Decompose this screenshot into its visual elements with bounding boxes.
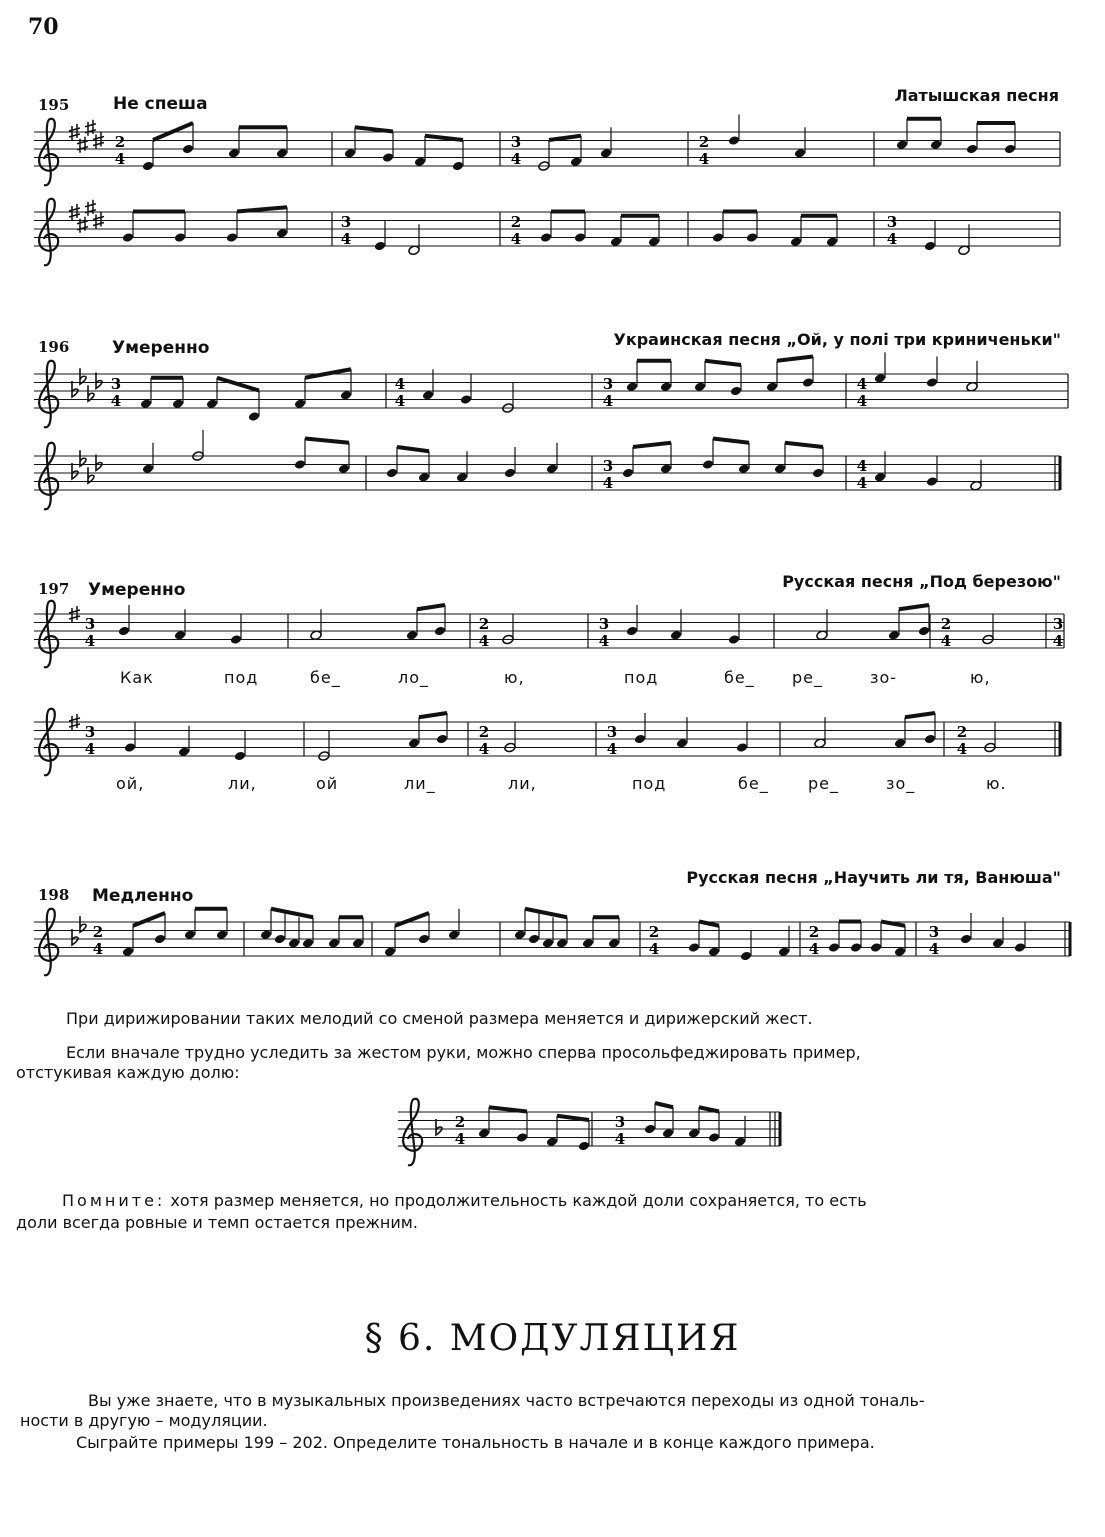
- note: [960, 934, 972, 945]
- note: [436, 734, 448, 745]
- note: [516, 1132, 528, 1143]
- lyric-syllable: ре_: [808, 774, 839, 793]
- time-signature-bottom: 4: [84, 740, 96, 758]
- time-signature-top: 3: [598, 615, 610, 633]
- lyric-syllable: зо_: [886, 774, 916, 793]
- flat-icon: [80, 916, 86, 932]
- treble-clef-icon: [39, 199, 58, 266]
- note: [504, 468, 516, 479]
- lyric-syllable: ли_: [404, 774, 436, 793]
- sharp-icon: [85, 120, 96, 136]
- staff: [34, 909, 1070, 976]
- treble-clef-icon: [39, 909, 58, 976]
- note: [870, 942, 882, 953]
- time-signature-bottom: 4: [84, 632, 96, 650]
- lyric-syllable: бе_: [310, 668, 341, 687]
- treble-clef-icon: [39, 119, 58, 186]
- note: [294, 459, 306, 470]
- time-signature-top: 3: [84, 615, 96, 633]
- note: [708, 1132, 720, 1143]
- lyric-syllable: под: [632, 774, 667, 793]
- lyric-syllable: ло_: [398, 668, 430, 687]
- tempo-marking: Медленно: [92, 886, 194, 906]
- time-signature-top: 2: [808, 923, 820, 941]
- time-signature-top: 3: [510, 133, 522, 151]
- time-signature-top: 3: [614, 1113, 626, 1131]
- paragraph: При дирижировании таких мелодий со сменой размера меняется и дирижерский жест.: [66, 1009, 813, 1028]
- treble-clef-icon: [39, 361, 58, 428]
- flat-icon: [88, 385, 94, 401]
- note: [118, 626, 130, 637]
- flat-icon: [436, 1119, 442, 1135]
- note: [712, 232, 724, 243]
- flat-icon: [72, 463, 78, 479]
- note: [828, 942, 840, 953]
- time-signature-bottom: 4: [886, 230, 898, 248]
- lyric-syllable: под: [224, 668, 259, 687]
- sharp-icon: [77, 217, 88, 233]
- paragraph: доли всегда ровные и темп остается прежним.: [16, 1213, 418, 1232]
- time-signature-bottom: 4: [602, 474, 614, 492]
- note: [142, 161, 154, 172]
- time-signature-top: 3: [606, 723, 618, 741]
- note: [1004, 144, 1016, 155]
- staff: [34, 115, 1060, 186]
- paragraph: ности в другую – модуляции.: [20, 1411, 268, 1430]
- song-source: Русская песня „Под березою": [782, 572, 1061, 591]
- note: [622, 468, 634, 479]
- note: [540, 232, 552, 243]
- note: [924, 241, 936, 252]
- time-signature-bottom: 4: [808, 940, 820, 958]
- tempo-marking: Умеренно: [88, 580, 186, 600]
- time-signature-bottom: 4: [110, 392, 122, 410]
- time-signature-top: 3: [340, 213, 352, 231]
- time-signature-bottom: 4: [1052, 632, 1064, 650]
- time-signature-bottom: 4: [856, 474, 868, 492]
- time-signature-bottom: 4: [92, 940, 104, 958]
- sharp-icon: [77, 137, 88, 153]
- time-signature-bottom: 4: [928, 940, 940, 958]
- example-number: 195: [38, 96, 70, 114]
- note: [528, 934, 540, 945]
- staff: [34, 601, 1064, 668]
- staff: [34, 709, 1060, 776]
- note: [924, 734, 936, 745]
- note: [926, 476, 938, 487]
- note: [124, 742, 136, 753]
- note: [226, 232, 238, 243]
- note: [746, 232, 758, 243]
- time-signature-top: 2: [698, 133, 710, 151]
- paragraph: отстукивая каждую долю:: [16, 1063, 240, 1082]
- time-signature-top: 4: [856, 375, 868, 393]
- song-source: Украинская песня „Ой, у полі три криниченьки": [613, 330, 1061, 349]
- time-signature-bottom: 4: [478, 632, 490, 650]
- note: [688, 942, 700, 953]
- note: [578, 1141, 590, 1152]
- note: [702, 459, 714, 470]
- lyric-syllable: ре_: [792, 668, 823, 687]
- time-signature-bottom: 4: [956, 740, 968, 758]
- time-signature-top: 2: [510, 213, 522, 231]
- time-signature-top: 2: [940, 615, 952, 633]
- time-signature-bottom: 4: [510, 150, 522, 168]
- time-signature-top: 2: [478, 723, 490, 741]
- time-signature-top: 3: [1052, 615, 1064, 633]
- song-source: Латышская песня: [894, 86, 1059, 105]
- note: [812, 468, 824, 479]
- note: [730, 386, 742, 397]
- note: [386, 468, 398, 479]
- time-signature-top: 2: [956, 723, 968, 741]
- lyric-syllable: зо-: [870, 668, 898, 687]
- time-signature-bottom: 4: [606, 740, 618, 758]
- treble-clef-icon: [39, 443, 58, 510]
- flat-icon: [80, 450, 86, 466]
- note: [918, 626, 930, 637]
- paragraph: Вы уже знаете, что в музыкальных произведениях часто встречаются переходы из одной тональ-: [88, 1391, 925, 1410]
- note: [728, 634, 740, 645]
- lyric-syllable: ли,: [228, 774, 257, 793]
- example-number: 196: [38, 338, 70, 356]
- note: [174, 232, 186, 243]
- example-number: 197: [38, 580, 70, 598]
- note: [182, 144, 194, 155]
- time-signature-top: 2: [454, 1113, 466, 1131]
- lyric-syllable: ю,: [970, 668, 991, 687]
- time-signature-top: 3: [602, 375, 614, 393]
- staff: [34, 430, 1060, 509]
- time-signature-top: 2: [92, 923, 104, 941]
- lyric-syllable: ю.: [986, 774, 1007, 793]
- time-signature-bottom: 4: [478, 740, 490, 758]
- lyric-syllable: ли,: [508, 774, 537, 793]
- staff: [398, 1099, 780, 1166]
- tempo-marking: Не спеша: [113, 94, 208, 114]
- paragraph: Сыграйте примеры 199 – 202. Определите тональность в начале и в конце каждого примера.: [76, 1433, 875, 1452]
- time-signature-top: 3: [110, 375, 122, 393]
- time-signature-top: 3: [84, 723, 96, 741]
- treble-clef-icon: [39, 709, 58, 776]
- note: [230, 634, 242, 645]
- time-signature-bottom: 4: [856, 392, 868, 410]
- time-signature-bottom: 4: [340, 230, 352, 248]
- time-signature-bottom: 4: [510, 230, 522, 248]
- time-signature-top: 2: [114, 133, 126, 151]
- note: [154, 934, 166, 945]
- note: [434, 626, 446, 637]
- flat-icon: [80, 368, 86, 384]
- treble-clef-icon: [403, 1099, 422, 1166]
- note: [248, 411, 260, 422]
- sharp-icon: [85, 200, 96, 216]
- time-signature-bottom: 4: [940, 632, 952, 650]
- lyric-syllable: бе_: [724, 668, 755, 687]
- note: [1014, 942, 1026, 953]
- flat-icon: [96, 373, 102, 389]
- note: [728, 135, 740, 146]
- lyric-syllable: ой,: [116, 774, 145, 793]
- flat-icon: [88, 467, 94, 483]
- remember-word: Помните:: [62, 1191, 166, 1210]
- time-signature-bottom: 4: [698, 150, 710, 168]
- time-signature-top: 2: [478, 615, 490, 633]
- example-number: 198: [38, 886, 70, 904]
- time-signature-bottom: 4: [394, 392, 406, 410]
- note: [740, 951, 752, 962]
- staff: [34, 352, 1068, 427]
- section-heading: § 6. МОДУЛЯЦИЯ: [364, 1318, 741, 1359]
- lyric-syllable: под: [624, 668, 659, 687]
- note: [274, 934, 286, 945]
- flat-icon: [72, 381, 78, 397]
- note: [736, 742, 748, 753]
- note: [234, 751, 246, 762]
- page-number: 70: [28, 14, 59, 40]
- lyric-syllable: бе_: [738, 774, 769, 793]
- time-signature-bottom: 4: [598, 632, 610, 650]
- time-signature-top: 2: [648, 923, 660, 941]
- note: [122, 232, 134, 243]
- time-signature-bottom: 4: [114, 150, 126, 168]
- note: [802, 377, 814, 388]
- note: [374, 241, 386, 252]
- flat-icon: [96, 455, 102, 471]
- time-signature-top: 3: [602, 457, 614, 475]
- note: [460, 394, 472, 405]
- time-signature-bottom: 4: [602, 392, 614, 410]
- note: [574, 232, 586, 243]
- note: [634, 734, 646, 745]
- time-signature-top: 4: [394, 375, 406, 393]
- time-signature-top: 3: [886, 213, 898, 231]
- remember-text: хотя размер меняется, но продолжительность каждой доли сохраняется, то есть: [165, 1191, 867, 1210]
- paragraph: Если вначале трудно уследить за жестом руки, можно сперва просольфеджировать пример,: [66, 1043, 861, 1062]
- lyric-syllable: ю,: [504, 668, 525, 687]
- note: [644, 1124, 656, 1135]
- lyric-syllable: Как: [120, 668, 154, 687]
- note: [966, 144, 978, 155]
- staff: [34, 199, 1060, 266]
- note: [382, 152, 394, 163]
- note: [626, 626, 638, 637]
- note: [452, 161, 464, 172]
- flat-icon: [72, 929, 78, 945]
- paragraph: [62, 1190, 867, 1212]
- time-signature-top: 4: [856, 457, 868, 475]
- note: [850, 942, 862, 953]
- time-signature-bottom: 4: [614, 1130, 626, 1148]
- time-signature-bottom: 4: [454, 1130, 466, 1148]
- note: [926, 377, 938, 388]
- tempo-marking: Умеренно: [112, 338, 210, 358]
- lyric-syllable: ой: [316, 774, 339, 793]
- song-source: Русская песня „Научить ли тя, Ванюша": [686, 868, 1061, 887]
- time-signature-bottom: 4: [648, 940, 660, 958]
- treble-clef-icon: [39, 601, 58, 668]
- note: [418, 934, 430, 945]
- time-signature-top: 3: [928, 923, 940, 941]
